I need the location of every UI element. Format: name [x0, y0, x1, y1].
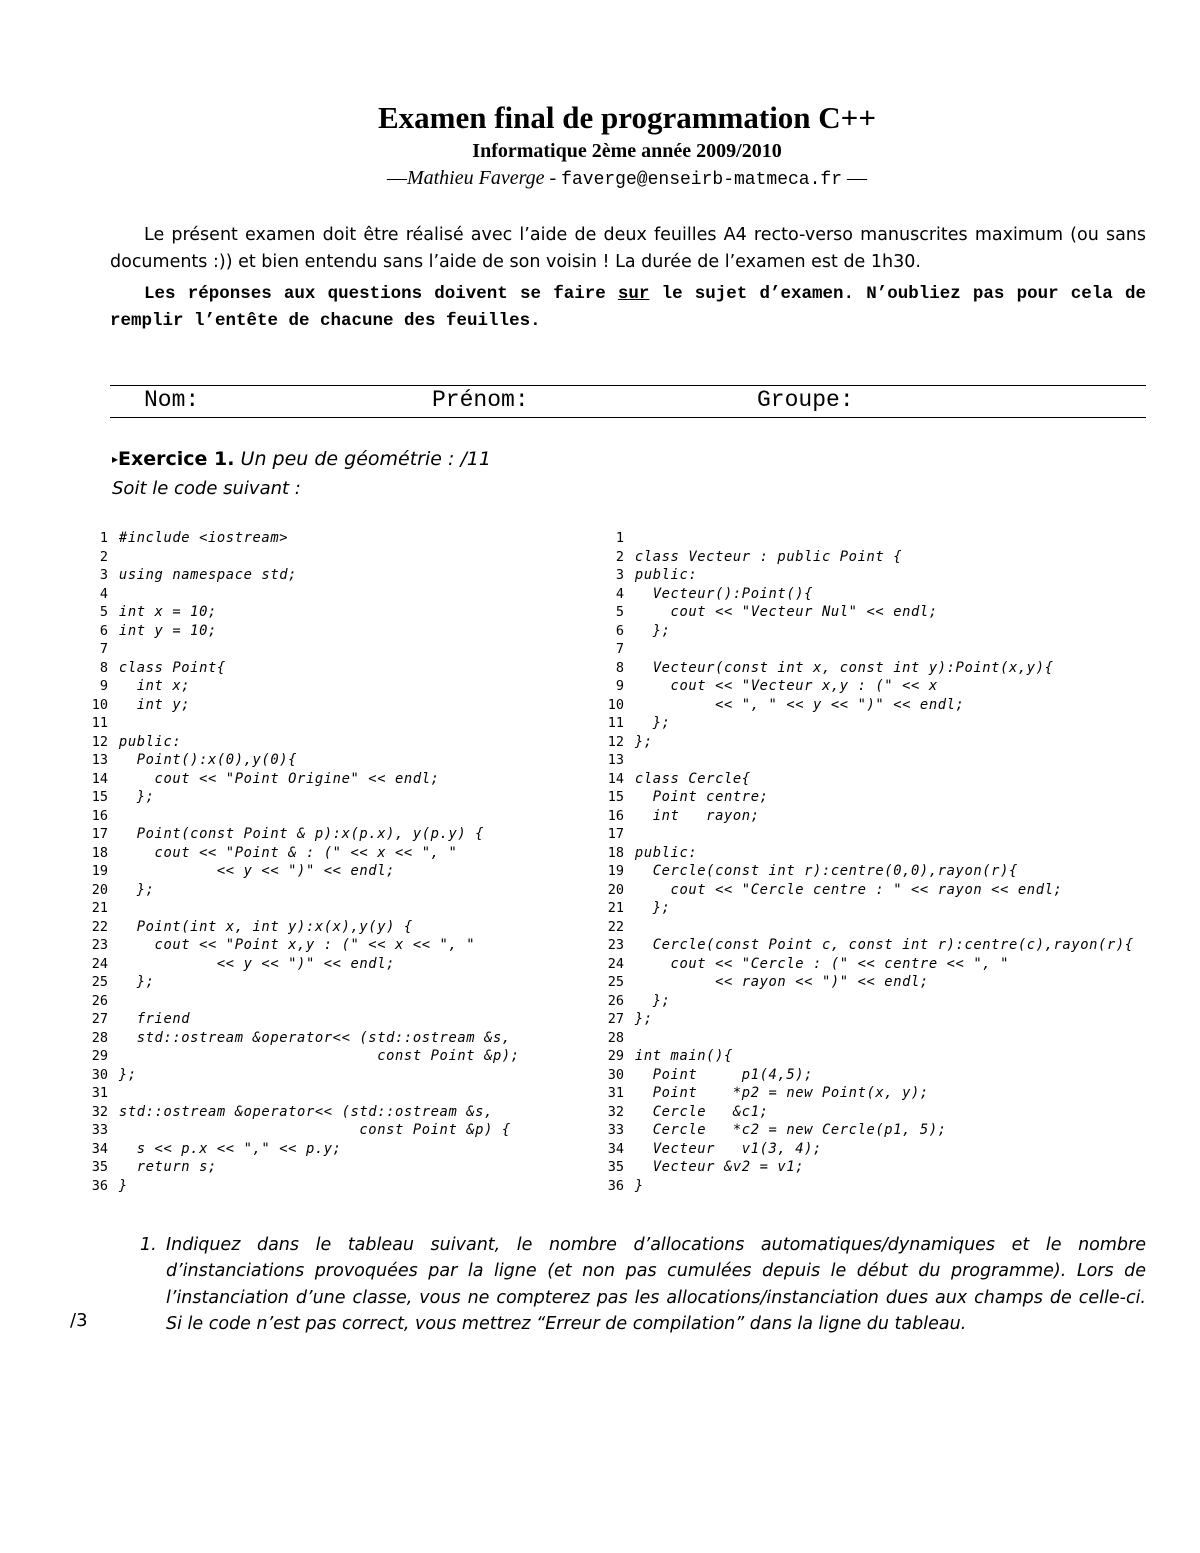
code-line — [84, 881, 155, 900]
code-text — [624, 530, 635, 546]
code-text: int y; — [110, 696, 191, 713]
line-number: 35 — [607, 1159, 624, 1175]
line-number: 16 — [607, 807, 624, 824]
code-text: int x = 10; — [110, 604, 217, 620]
line-number: 27 — [91, 1011, 108, 1027]
code-line — [600, 1177, 644, 1196]
line-number: 16 — [91, 807, 108, 824]
code-line — [84, 659, 226, 678]
code-line — [600, 622, 671, 641]
code-text: Vecteur():Point(){ — [626, 585, 814, 602]
code-text: class Vecteur : public Point { — [626, 548, 903, 565]
code-line — [84, 1140, 342, 1159]
code-text — [108, 641, 119, 657]
code-line — [84, 844, 457, 863]
code-text: cout << "Point x,y : (" << x << ", " — [110, 937, 476, 953]
code-text: int y = 10; — [110, 622, 217, 639]
line-number: 11 — [91, 715, 108, 731]
code-line — [600, 1066, 813, 1085]
code-line — [600, 955, 1009, 974]
line-number: 18 — [91, 844, 108, 861]
code-line — [600, 844, 697, 863]
triangle-marker-icon: ▸ — [112, 452, 119, 466]
code-text: }; — [110, 881, 155, 898]
exercise-intro: Soit le code suivant : — [112, 478, 301, 499]
code-text: friend — [110, 1011, 191, 1027]
code-line — [600, 751, 635, 770]
line-number: 19 — [607, 863, 624, 879]
code-text: Vecteur &v2 = v1; — [626, 1159, 805, 1175]
code-line — [600, 677, 938, 696]
line-number: 9 — [99, 678, 108, 694]
code-text: #include <iostream> — [110, 530, 289, 546]
exercise-subtitle: Un peu de géométrie : /11 — [240, 448, 492, 470]
code-line — [600, 918, 635, 937]
line-number: 19 — [91, 863, 108, 879]
line-number: 28 — [91, 1029, 108, 1046]
line-number: 12 — [91, 733, 108, 750]
code-line — [84, 899, 119, 918]
line-number: 8 — [615, 659, 624, 676]
code-line — [600, 936, 1134, 955]
code-line — [84, 696, 190, 715]
line-number: 1 — [99, 530, 108, 546]
code-text: std::ostream &operator<< (std::ostream &s, — [110, 1029, 511, 1046]
author-suffix: — — [842, 167, 868, 189]
line-number: 31 — [91, 1085, 108, 1101]
line-number: 22 — [607, 918, 624, 935]
code-text: s << p.x << "," << p.y; — [110, 1140, 342, 1157]
code-line — [600, 1010, 653, 1029]
line-number: 32 — [91, 1103, 108, 1120]
code-text: << ", " << y << ")" << endl; — [626, 696, 965, 713]
code-text: Cercle(const Point c, const int r):centre(c),rayon(r){ — [626, 937, 1134, 953]
line-number: 24 — [91, 955, 108, 972]
code-text: Cercle &c1; — [626, 1103, 769, 1120]
code-line — [84, 585, 119, 604]
code-text: }; — [110, 974, 155, 990]
line-number: 2 — [615, 548, 624, 565]
line-number: 1 — [615, 530, 624, 546]
instructions-underlined: sur — [617, 284, 650, 304]
code-text: Cercle *c2 = new Cercle(p1, 5); — [626, 1122, 947, 1138]
code-text — [624, 641, 635, 657]
code-line — [600, 1103, 769, 1122]
code-text: }; — [110, 789, 155, 805]
nom-field-label: Nom: — [144, 387, 200, 413]
code-text: class Point{ — [110, 659, 226, 676]
code-line — [600, 770, 751, 789]
code-line — [600, 899, 671, 918]
code-line — [600, 529, 635, 548]
code-text: using namespace std; — [110, 567, 298, 583]
code-line — [600, 1029, 635, 1048]
line-number: 21 — [607, 900, 624, 916]
line-number: 34 — [607, 1140, 624, 1157]
code-text: }; — [626, 900, 671, 916]
code-text — [624, 1030, 635, 1046]
line-number: 10 — [607, 696, 624, 713]
code-line — [600, 1084, 929, 1103]
code-text: return s; — [110, 1159, 217, 1175]
header-rule-bottom — [110, 417, 1146, 418]
question-1 — [140, 1232, 1146, 1337]
code-line — [600, 548, 902, 567]
line-number: 8 — [99, 659, 108, 676]
code-text — [108, 900, 119, 916]
code-text: Point centre; — [626, 789, 769, 805]
line-number: 9 — [615, 678, 624, 694]
code-line — [600, 825, 635, 844]
line-number: 13 — [91, 752, 108, 768]
code-line — [600, 807, 760, 826]
line-number: 30 — [91, 1066, 108, 1083]
code-line — [84, 992, 119, 1011]
line-number: 6 — [615, 622, 624, 639]
code-text: cout << "Vecteur x,y : (" << x — [626, 678, 938, 694]
code-line — [600, 603, 938, 622]
code-text: const Point &p) { — [110, 1122, 511, 1138]
line-number: 24 — [607, 955, 624, 972]
code-text: int main(){ — [626, 1048, 733, 1064]
line-number: 20 — [91, 881, 108, 898]
code-text: int x; — [110, 678, 191, 694]
line-number: 17 — [607, 826, 624, 842]
line-number: 34 — [91, 1140, 108, 1157]
prenom-field-label: Prénom: — [432, 387, 529, 413]
line-number: 25 — [607, 974, 624, 990]
line-number: 33 — [607, 1122, 624, 1138]
line-number: 33 — [91, 1122, 108, 1138]
code-line — [600, 1158, 804, 1177]
exam-title: Examen final de programmation C++ — [377, 100, 877, 135]
line-number: 10 — [91, 696, 108, 713]
code-line — [84, 1066, 137, 1085]
code-text: Point(const Point & p):x(p.x), y(p.y) { — [110, 826, 485, 842]
code-listing-right — [600, 529, 1200, 1199]
code-text: } — [626, 1177, 644, 1194]
code-line — [600, 566, 697, 585]
code-text: class Cercle{ — [626, 770, 751, 787]
line-number: 15 — [91, 789, 108, 805]
code-text: Point():x(0),y(0){ — [110, 752, 298, 768]
code-line — [600, 992, 671, 1011]
author-prefix: — — [386, 167, 407, 189]
author-email: faverge@enseirb-matmeca.fr — [561, 170, 843, 190]
exercise-heading — [112, 448, 491, 470]
instructions-paragraph-2 — [110, 281, 1146, 335]
line-number: 5 — [99, 604, 108, 620]
groupe-field-label: Groupe: — [757, 387, 854, 413]
code-line — [84, 640, 119, 659]
line-number: 13 — [607, 752, 624, 768]
code-text: public: — [626, 567, 698, 583]
code-text: }; — [626, 992, 671, 1009]
code-text: }; — [626, 1011, 653, 1027]
line-number: 15 — [607, 789, 624, 805]
code-line — [84, 1121, 511, 1140]
code-text: Vecteur(const int x, const int y):Point(x,y){ — [626, 659, 1054, 676]
header-rule-top — [110, 385, 1146, 386]
line-number: 36 — [91, 1177, 108, 1194]
line-number: 7 — [615, 641, 624, 657]
code-text: Point p1(4,5); — [626, 1066, 814, 1083]
code-line — [600, 1140, 822, 1159]
code-line — [600, 973, 929, 992]
code-line — [84, 1177, 128, 1196]
code-line — [84, 548, 119, 567]
code-text — [624, 919, 635, 935]
code-text: public: — [110, 733, 182, 750]
line-number: 23 — [91, 937, 108, 953]
code-text: cout << "Cercle : (" << centre << ", " — [626, 955, 1009, 972]
question-number: 1. — [140, 1235, 157, 1255]
line-number: 22 — [91, 918, 108, 935]
author-name: Mathieu Faverge — [406, 167, 545, 189]
line-number: 23 — [607, 937, 624, 953]
code-listing-left — [84, 529, 604, 1199]
line-number: 12 — [607, 733, 624, 750]
instructions-text-1: Le présent examen doit être réalisé avec l’aide de deux feuilles A4 recto-verso manuscrites maximum (ou sans documents :)) et bien entendu sans l’aide de son voisin ! La durée de l’examen est de 1h30. — [110, 225, 1146, 272]
code-line — [600, 1047, 733, 1066]
code-line — [84, 529, 288, 548]
code-text — [624, 826, 635, 842]
instructions-text-2a: Les réponses aux questions doivent se faire — [144, 284, 618, 304]
exercise-label: Exercice 1. — [118, 448, 235, 470]
code-text: std::ostream &operator<< (std::ostream &s, — [110, 1103, 493, 1120]
code-text — [108, 586, 119, 602]
code-line — [84, 918, 413, 937]
code-line — [84, 862, 395, 881]
code-text: << rayon << ")" << endl; — [626, 974, 929, 990]
line-number: 5 — [615, 604, 624, 620]
question-text: Indiquez dans le tableau suivant, le nombre d’allocations automatiques/dynamiques et le nombre d’instanciations provoquées par la ligne (et non pas cumulées depuis le début du programme). Lors de l’instanciation d’une classe, vous ne compterez pas les allocations/instanciation dues aux champs de celle-ci. Si le code n’est pas correct, vous mettrez “Erreur de compilation” dans la ligne du tableau. — [166, 1235, 1146, 1334]
line-number: 6 — [99, 622, 108, 639]
code-line — [84, 825, 484, 844]
code-text: const Point &p); — [110, 1048, 520, 1064]
code-text — [108, 715, 119, 731]
line-number: 26 — [607, 992, 624, 1009]
code-line — [600, 714, 671, 733]
code-text: public: — [626, 844, 698, 861]
code-text — [108, 808, 119, 824]
code-text: cout << "Point & : (" << x << ", " — [110, 844, 458, 861]
code-text: Cercle(const int r):centre(0,0),rayon(r){ — [626, 863, 1018, 879]
line-number: 25 — [91, 974, 108, 990]
code-text: }; — [626, 733, 653, 750]
line-number: 14 — [91, 770, 108, 787]
code-line — [600, 696, 964, 715]
author-line — [0, 167, 1200, 190]
code-line — [84, 566, 297, 585]
line-number: 26 — [91, 992, 108, 1009]
line-number: 3 — [99, 567, 108, 583]
code-text: << y << ")" << endl; — [110, 863, 396, 879]
code-line — [600, 640, 635, 659]
question-score: /3 — [70, 1310, 88, 1331]
code-line — [600, 862, 1018, 881]
code-line — [84, 936, 475, 955]
author-separator: - — [544, 167, 562, 189]
code-line — [84, 788, 155, 807]
line-number: 31 — [607, 1085, 624, 1101]
line-number: 18 — [607, 844, 624, 861]
code-line — [84, 733, 181, 752]
code-text: } — [110, 1177, 128, 1194]
line-number: 7 — [99, 641, 108, 657]
exam-subtitle: Informatique 2ème année 2009/2010 — [472, 140, 782, 162]
code-line — [84, 751, 297, 770]
code-line — [84, 714, 119, 733]
line-number: 3 — [615, 567, 624, 583]
line-number: 11 — [607, 715, 624, 731]
code-line — [84, 1084, 119, 1103]
code-line — [600, 733, 653, 752]
line-number: 27 — [607, 1011, 624, 1027]
code-line — [600, 585, 813, 604]
line-number: 20 — [607, 881, 624, 898]
code-line — [84, 1010, 190, 1029]
code-line — [84, 677, 190, 696]
code-line — [84, 807, 119, 826]
line-number: 21 — [91, 900, 108, 916]
line-number: 28 — [607, 1029, 624, 1046]
line-number: 35 — [91, 1159, 108, 1175]
code-text: int rayon; — [626, 807, 760, 824]
code-line — [84, 1047, 520, 1066]
code-line — [600, 659, 1054, 678]
line-number: 29 — [91, 1048, 108, 1064]
line-number: 4 — [615, 585, 624, 602]
line-number: 36 — [607, 1177, 624, 1194]
code-line — [84, 1029, 511, 1048]
code-text: cout << "Point Origine" << endl; — [110, 770, 440, 787]
code-text: Vecteur v1(3, 4); — [626, 1140, 822, 1157]
code-line — [600, 881, 1062, 900]
code-text — [108, 1085, 119, 1101]
code-text: }; — [110, 1066, 137, 1083]
code-line — [600, 1121, 947, 1140]
line-number: 14 — [607, 770, 624, 787]
code-text: Point *p2 = new Point(x, y); — [626, 1085, 929, 1101]
code-line — [84, 955, 395, 974]
code-text — [108, 549, 119, 565]
line-number: 29 — [607, 1048, 624, 1064]
code-line — [600, 788, 769, 807]
line-number: 32 — [607, 1103, 624, 1120]
code-line — [84, 770, 440, 789]
code-text: Point(int x, int y):x(x),y(y) { — [110, 918, 413, 935]
line-number: 17 — [91, 826, 108, 842]
code-line — [84, 1158, 217, 1177]
code-text: cout << "Vecteur Nul" << endl; — [626, 604, 938, 620]
code-text: cout << "Cercle centre : " << rayon << endl; — [626, 881, 1063, 898]
code-text — [624, 752, 635, 768]
instructions-paragraph-1 — [110, 222, 1146, 276]
line-number: 30 — [607, 1066, 624, 1083]
instructions-text-2b: le sujet d’examen. N’oubliez pas pour cela de remplir l’entête de chacune des feuilles. — [110, 284, 1146, 331]
code-line — [84, 622, 217, 641]
code-text: }; — [626, 715, 671, 731]
line-number: 4 — [99, 585, 108, 602]
code-line — [84, 973, 155, 992]
code-line — [84, 1103, 493, 1122]
line-number: 2 — [99, 548, 108, 565]
code-line — [84, 603, 217, 622]
code-text — [108, 993, 119, 1009]
code-text: }; — [626, 622, 671, 639]
code-text: << y << ")" << endl; — [110, 955, 396, 972]
